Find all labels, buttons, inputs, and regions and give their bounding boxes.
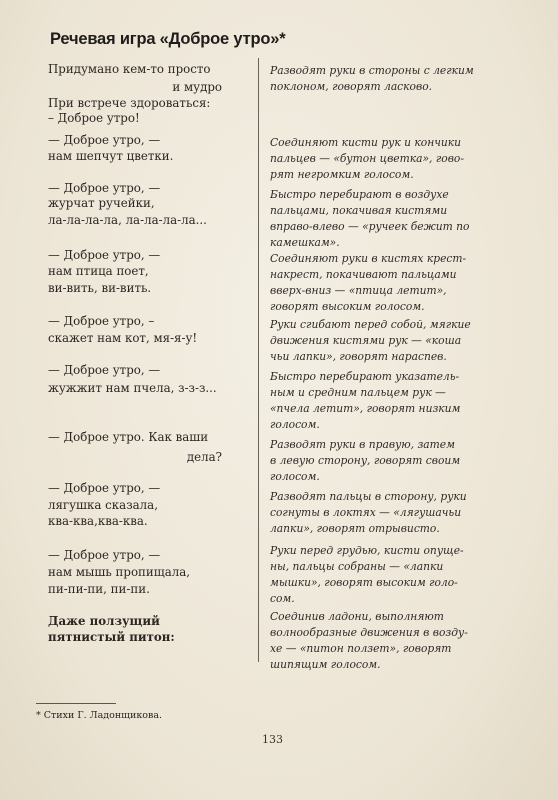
- direction-line: ны, пальцы собраны — «лапки: [270, 560, 444, 573]
- poem-line: — Доброе утро, —: [48, 248, 161, 262]
- direction-line: согнуты в локтях — «лягушачьи: [270, 506, 462, 519]
- poem-line: дела?: [186, 450, 222, 464]
- poem-line: — Доброе утро, –: [48, 314, 155, 328]
- direction-line: пальцев — «бутон цветка», гово-: [270, 152, 464, 165]
- direction-line: Быстро перебирают в воздухе: [270, 188, 449, 201]
- direction-line: Соединяют руки в кистях крест-: [270, 252, 467, 265]
- direction-line: голосом.: [270, 418, 320, 431]
- footnote-rule: [36, 703, 116, 704]
- direction-line: камешкам».: [270, 236, 340, 249]
- direction-line: Руки перед грудью, кисти опуще-: [270, 544, 464, 557]
- direction-line: вверх-вниз — «птица летит»,: [270, 284, 447, 297]
- poem-line: ла-ла-ла-ла, ла-ла-ла-ла...: [48, 213, 207, 227]
- direction-line: сом.: [270, 592, 295, 605]
- poem-line: нам шепчут цветки.: [48, 149, 174, 163]
- direction-line: волнообразные движения в возду-: [270, 626, 468, 639]
- poem-line: пи-пи-пи, пи-пи.: [48, 582, 150, 596]
- poem-line: — Доброе утро, —: [48, 481, 161, 495]
- direction-line: голосом.: [270, 470, 320, 483]
- poem-line: журчат ручейки,: [48, 196, 155, 210]
- direction-line: поклоном, говорят ласково.: [270, 80, 433, 93]
- poem-line: Даже ползущий: [48, 614, 160, 628]
- direction-line: пальцами, покачивая кистями: [270, 204, 448, 217]
- column-divider: [258, 58, 259, 662]
- direction-line: Соединив ладони, выполняют: [270, 610, 444, 623]
- page-title: Речевая игра «Доброе утро»*: [50, 30, 286, 48]
- poem-line: и мудро: [172, 80, 222, 94]
- poem-line: нам птица поет,: [48, 264, 149, 278]
- poem-line: лягушка сказала,: [48, 498, 158, 512]
- direction-line: рят негромким голосом.: [270, 168, 414, 181]
- poem-line: Придумано кем-то просто: [48, 62, 211, 76]
- poem-line: — Доброе утро. Как ваши: [48, 430, 209, 444]
- direction-line: лапки», говорят отрывисто.: [270, 522, 440, 535]
- direction-line: Руки сгибают перед собой, мягкие: [270, 318, 471, 331]
- poem-line: жужжит нам пчела, з-з-з...: [48, 381, 217, 395]
- poem-line: ви-вить, ви-вить.: [48, 281, 152, 295]
- direction-line: вправо-влево — «ручеек бежит по: [270, 220, 470, 233]
- poem-line: — Доброе утро, —: [48, 133, 161, 147]
- direction-line: шипящим голосом.: [270, 658, 381, 671]
- page-number: 133: [262, 733, 283, 746]
- direction-line: накрест, покачивают пальцами: [270, 268, 457, 281]
- poem-line: скажет нам кот, мя-я-у!: [48, 331, 198, 345]
- poem-line: пятнистый питон:: [48, 630, 175, 644]
- direction-line: Соединяют кисти рук и кончики: [270, 136, 462, 149]
- direction-line: в левую сторону, говорят своим: [270, 454, 461, 467]
- direction-line: ным и средним пальцем рук —: [270, 386, 446, 399]
- poem-line: ква-ква,ква-ква.: [48, 514, 148, 528]
- direction-line: Разводят пальцы в сторону, руки: [270, 490, 467, 503]
- poem-line: — Доброе утро, —: [48, 363, 161, 377]
- poem-line: — Доброе утро, —: [48, 181, 161, 195]
- direction-line: Разводят руки в стороны с легким: [270, 64, 474, 77]
- poem-line: – Доброе утро!: [48, 111, 140, 125]
- poem-line: — Доброе утро, —: [48, 548, 161, 562]
- poem-line: нам мышь пропищала,: [48, 565, 191, 579]
- direction-line: мышки», говорят высоким голо-: [270, 576, 458, 589]
- direction-line: хе — «питон ползет», говорят: [270, 642, 452, 655]
- poem-line: При встрече здороваться:: [48, 96, 211, 110]
- direction-line: говорят высоким голосом.: [270, 300, 425, 313]
- direction-line: Быстро перебирают указатель-: [270, 370, 460, 383]
- direction-line: чьи лапки», говорят нараспев.: [270, 350, 447, 363]
- footnote: * Стихи Г. Ладонщикова.: [36, 710, 163, 721]
- direction-line: Разводят руки в правую, затем: [270, 438, 455, 451]
- direction-line: движения кистями рук — «коша: [270, 334, 462, 347]
- direction-line: «пчела летит», говорят низким: [270, 402, 461, 415]
